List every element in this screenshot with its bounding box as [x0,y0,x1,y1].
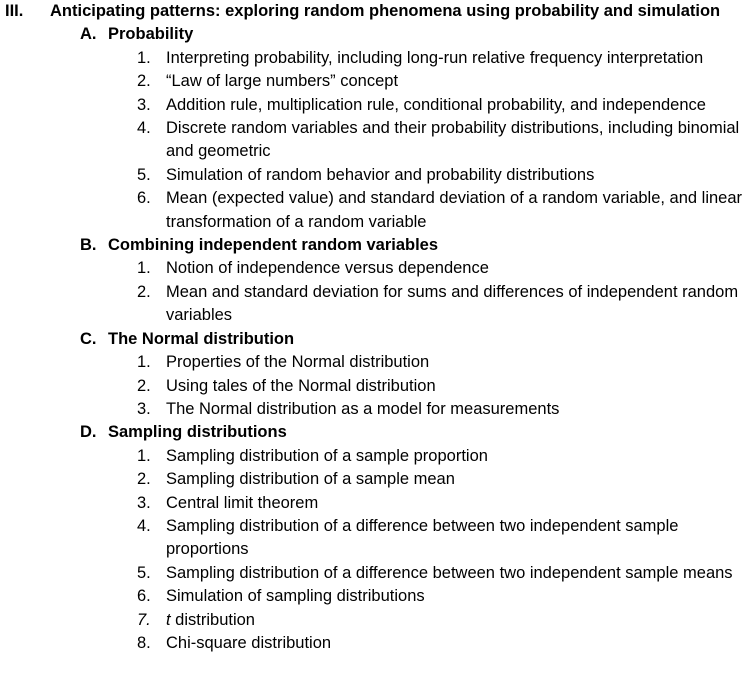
outline-section [0,0,749,23]
item-number: 1. [137,48,151,67]
item-number: 8. [137,633,151,652]
list-item [0,398,749,421]
item-number: 5. [137,563,151,582]
item-text: Discrete random variables and their probability distributions, including binomial and geometric [166,119,740,161]
item-text: Simulation of random behavior and probability distributions [166,165,595,184]
item-list [0,351,749,421]
item-number: 6. [137,587,151,606]
list-item [0,187,749,234]
item-text-italic: t [166,610,171,629]
list-item [0,445,749,468]
item-number: 6. [137,189,151,208]
subsection-list [0,23,749,655]
item-list [0,257,749,327]
list-item [0,94,749,117]
item-text-rest: distribution [170,610,255,629]
list-item [0,47,749,70]
item-text: Mean and standard deviation for sums and differences of independent random variables [166,282,739,325]
subsection-title: Probability [108,25,194,44]
item-list [0,445,749,656]
list-item [0,351,749,374]
item-text: Interpreting probability, including long-run relative frequency interpretation [166,48,704,67]
list-item [0,117,749,164]
item-number: 5. [137,165,151,184]
list-item [0,70,749,93]
item-text: Notion of independence versus dependence [166,259,489,278]
item-list [0,47,749,234]
list-item [0,257,749,280]
section-number: III. [5,2,24,20]
list-item [0,632,749,655]
subsection [0,234,749,257]
subsection [0,23,749,46]
subsection-title: Combining independent random variables [108,236,439,255]
item-number: 1. [137,446,151,465]
item-text: “Law of large numbers” concept [166,72,399,91]
item-number: 2. [137,282,151,301]
item-number: 7. [137,610,151,629]
section-title: Anticipating patterns: exploring random phenomena using probability and simulation [50,2,721,20]
subsection [0,421,749,444]
item-text: Using tales of the Normal distribution [166,376,436,395]
list-item [0,609,749,632]
item-text: Properties of the Normal distribution [166,353,430,372]
item-text: Central limit theorem [166,493,319,512]
subsection-letter: B. [80,236,97,255]
list-item [0,585,749,608]
item-text: Sampling distribution of a sample proportion [166,446,488,465]
subsection-letter: D. [80,423,97,442]
item-text: Sampling distribution of a difference between two independent sample means [166,563,733,582]
list-item [0,492,749,515]
subsection-title: Sampling distributions [108,423,287,442]
item-text: Mean (expected value) and standard deviation of a random variable, and linear transformation of a random variable [166,189,743,231]
item-number: 1. [137,353,151,372]
item-text: Addition rule, multiplication rule, conditional probability, and independence [166,95,706,114]
item-number: 2. [137,72,151,91]
subsection-letter: A. [80,25,97,44]
item-number: 2. [137,470,151,489]
item-number: 3. [137,95,151,114]
item-number: 4. [137,119,151,138]
subsection-title: The Normal distribution [108,329,295,348]
subsection-letter: C. [80,329,97,348]
list-item [0,375,749,398]
item-number: 4. [137,516,151,535]
list-item [0,562,749,585]
item-text: Sampling distribution of a difference between two independent sample proportions [166,516,679,559]
item-number: 3. [137,493,151,512]
item-text [166,611,255,629]
item-text: The Normal distribution as a model for measurements [166,399,560,418]
item-number: 1. [137,259,151,278]
list-item [0,515,749,562]
item-number: 2. [137,376,151,395]
item-number: 3. [137,399,151,418]
list-item [0,164,749,187]
subsection [0,328,749,351]
item-text: Simulation of sampling distributions [166,587,425,606]
item-text: Sampling distribution of a sample mean [166,470,455,489]
list-item [0,281,749,328]
item-text: Chi-square distribution [166,633,332,652]
list-item [0,468,749,491]
